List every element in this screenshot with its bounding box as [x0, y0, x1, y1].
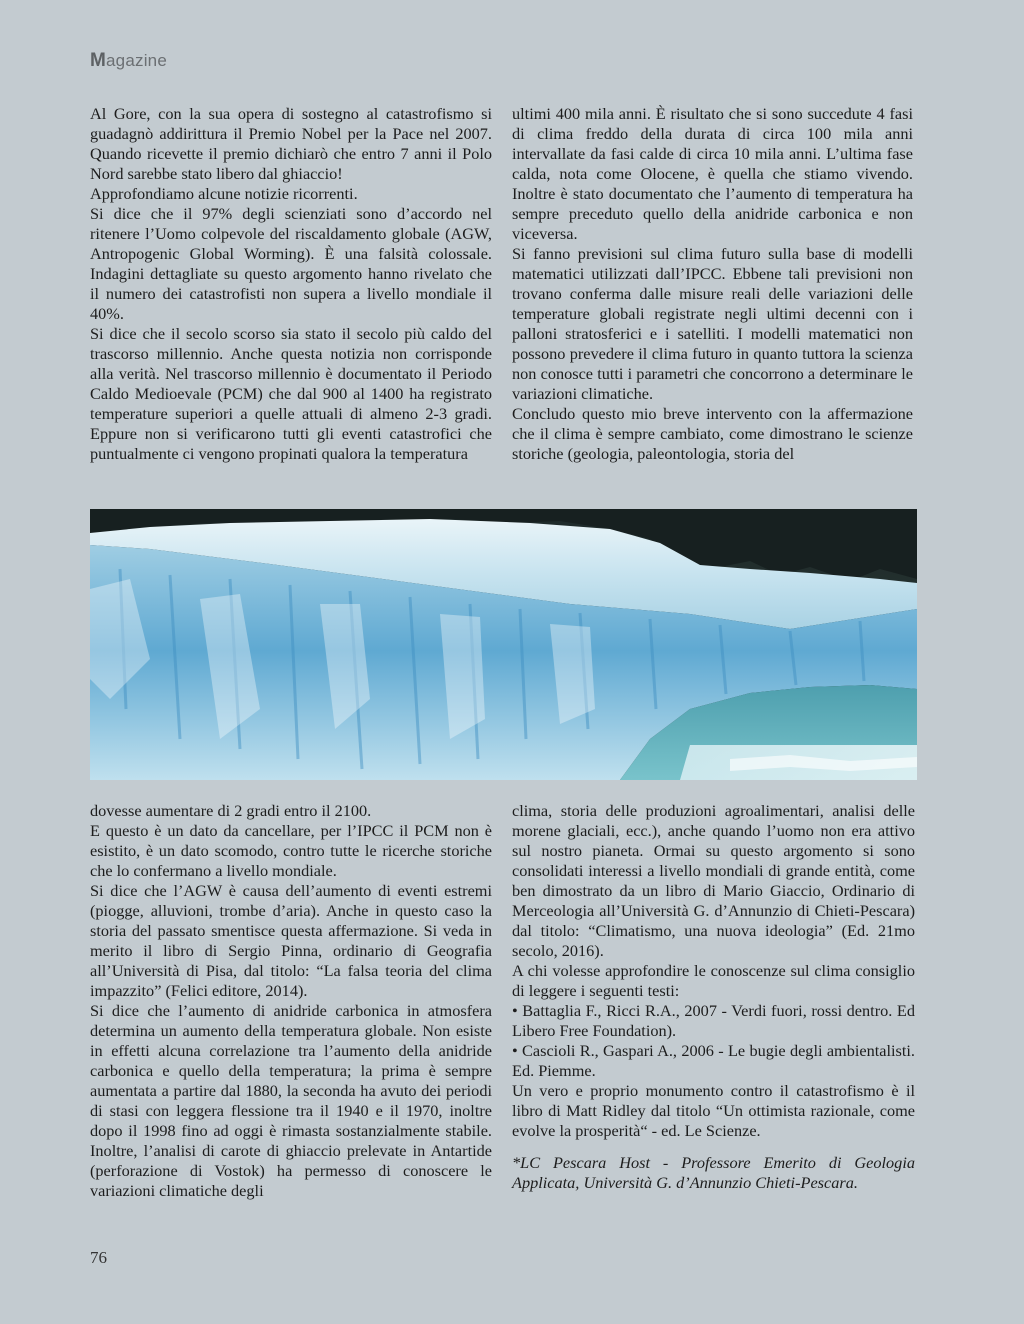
glacier-photo [90, 509, 917, 780]
magazine-masthead [90, 50, 167, 72]
page-number: 76 [90, 1248, 107, 1267]
paragraph: ultimi 400 mila anni. È risultato che si sono succedute 4 fasi di clima freddo della durata di circa 100 mila anni intervallate da fasi calde di circa 10 mila anni. L’ultima fase calda, nota come Olocene, è quella che stiamo vivendo. Inoltre è stato documentato che l’aumento di temperatura ha sempre preceduto quello della anidride carbonica e non viceversa. [512, 104, 913, 243]
paragraph: Si dice che il 97% degli scienziati sono d’accordo nel ritenere l’Uomo colpevole del riscaldamento globale (AGW, Antropogenic Global Worming). È una falsità colossale. Indagini dettagliate su questo argomento hanno rivelato che il numero dei catastrofisti non supera a livello mondiale il 40%. [90, 204, 492, 323]
paragraph: Si dice che il secolo scorso sia stato il secolo più caldo del trascorso millennio. Anche questa notizia non corrisponde alla verità. Nel trascorso millennio è documentato il Periodo Caldo Medioevale (PCM) che dal 900 al 1400 ha registrato temperature superiori a quelle attuali di almeno 2-3 gradi. Eppure non si verificarono tutti gli eventi catastrofici che puntualmente ci vengono propinati qualora la temperatura [90, 324, 492, 463]
author-signature: *LC Pescara Host - Professore Emerito di Geologia Applicata, Università G. d’Annunzio Chieti-Pescara. [512, 1153, 915, 1192]
paragraph: Concludo questo mio breve intervento con la affermazione che il clima è sempre cambiato, come dimostrano le scienze storiche (geologia, paleontologia, storia del [512, 404, 913, 463]
masthead-initial: M [90, 50, 107, 71]
paragraph: Approfondiamo alcune notizie ricorrenti. [90, 184, 358, 203]
paragraph: Si dice che l’aumento di anidride carbonica in atmosfera determina un aumento della temperatura globale. Non esiste in effetti alcuna correlazione tra l’aumento della anidride carbonica e quello della temperatura; la prima è sempre aumentata a partire dal 1880, la seconda ha avuto dei periodi di stasi con leggera flessione tra il 1940 e il 1970, inoltre dopo il 1998 fino ad oggi è rimasta sostanzialmente stabile. Inoltre, l’analisi di carote di ghiaccio prelevate in Antartide (perforazione di Vostok) ha permesso di conoscere le variazioni climatiche degli [90, 1001, 492, 1200]
paragraph: Si dice che l’AGW è causa dell’aumento di eventi estremi (piogge, alluvioni, trombe d’aria). Anche in questo caso la storia del passato smentisce questa affermazione. Si veda in merito il libro di Sergio Pinna, ordinario di Geografia all’Università di Pisa, dal titolo: “La falsa teoria del clima impazzito” (Felici editore, 2014). [90, 881, 492, 1000]
article-column-top-right [512, 104, 913, 464]
paragraph: clima, storia delle produzioni agroalimentari, analisi delle morene glaciali, ecc.), anche quando l’uomo non era attivo sul nostro pianeta. Ormai su questo argomento si sono consolidati interessi a livello mondiali di grande entità, come ben dimostrato da un libro di Mario Giaccio, Ordinario di Merceologia all’Università G. d’Annunzio di Chieti-Pescara) dal titolo: “Climatismo, una nuova ideologia” (Ed. 21mo secolo, 2016). [512, 801, 915, 960]
article-column-bottom-right [512, 801, 915, 1193]
article-column-top-left [90, 104, 492, 464]
paragraph: E questo è un dato da cancellare, per l’IPCC il PCM non è esistito, è un dato scomodo, contro tutte le ricerche storiche che lo confermano a livello mondiale. [90, 821, 492, 880]
paragraph: dovesse aumentare di 2 gradi entro il 2100. [90, 801, 372, 820]
article-column-bottom-left [90, 801, 492, 1201]
bibliography-item: • Cascioli R., Gaspari A., 2006 - Le bugie degli ambientalisti. Ed. Piemme. [512, 1041, 915, 1080]
paragraph: Un vero e proprio monumento contro il catastrofismo è il libro di Matt Ridley dal titolo “Un ottimista razionale, come evolve la prosperità“ - ed. Le Scienze. [512, 1081, 915, 1140]
paragraph: Al Gore, con la sua opera di sostegno al catastrofismo si guadagnò addirittura il Premio Nobel per la Pace nel 2007. Quando ricevette il premio dichiarò che entro 7 anni il Polo Nord sarebbe stato libero dal ghiaccio! [90, 104, 492, 183]
paragraph: A chi volesse approfondire le conoscenze sul clima consiglio di leggere i seguenti testi: [512, 961, 915, 1000]
masthead-rest: agazine [106, 51, 167, 70]
bibliography-item: • Battaglia F., Ricci R.A., 2007 - Verdi fuori, rossi dentro. Ed Libero Free Foundation). [512, 1001, 915, 1040]
paragraph: Si fanno previsioni sul clima futuro sulla base di modelli matematici utilizzati dall’IPCC. Ebbene tali previsioni non trovano conferma dalle misure reali delle variazioni delle temperature globali registrate negli ultimi decenni con i palloni stratosferici e i satelliti. I modelli matematici non possono prevedere il clima futuro in quanto tuttora la scienza non conosce tutti i parametri che concorrono a determinare le variazioni climatiche. [512, 244, 913, 403]
